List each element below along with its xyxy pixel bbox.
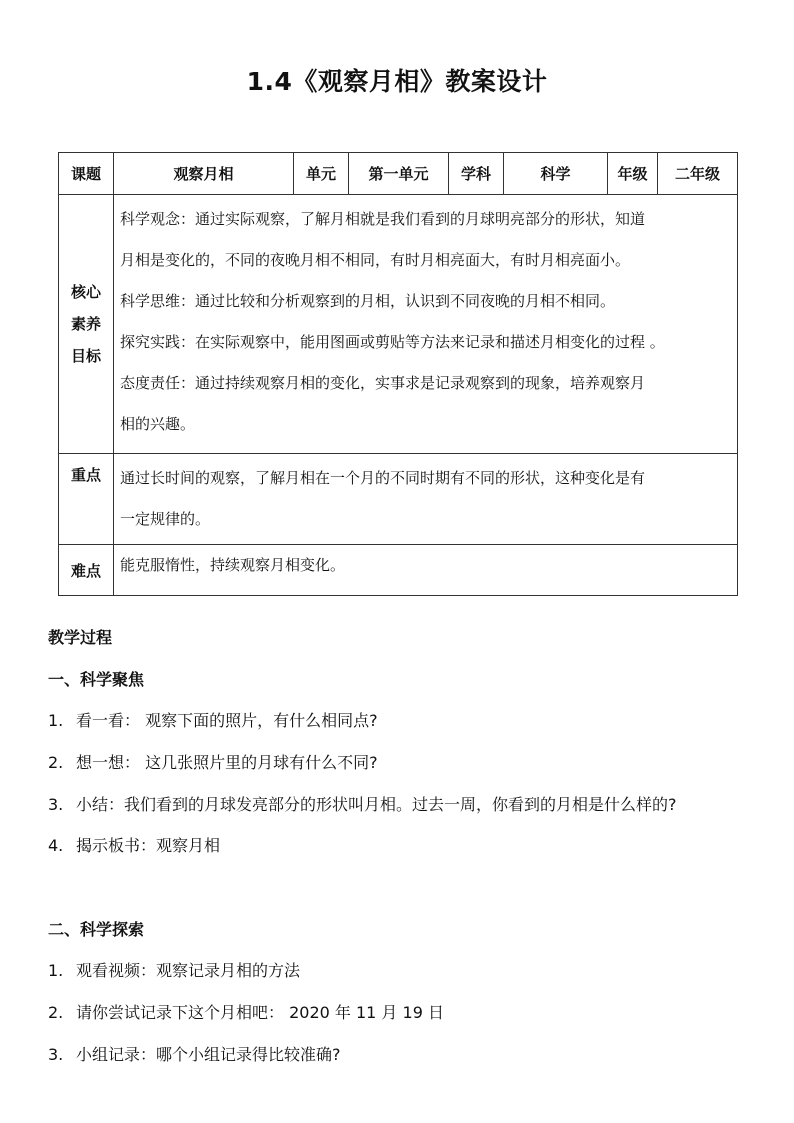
core-line: 相的兴趣。: [120, 415, 196, 433]
page-title: 1.4《观察月相》教案设计: [246, 67, 548, 96]
key-points-content: [114, 454, 738, 545]
core-objectives-label: [59, 195, 114, 454]
list-item: [48, 750, 378, 773]
section-1-title: 一、科学聚焦: [48, 670, 145, 689]
item-text: 揭示板书：观察月相: [76, 836, 221, 855]
core-objectives-content: [114, 195, 738, 454]
difficulty-label: 难点: [59, 545, 114, 596]
key-points-row: [59, 454, 738, 545]
unit-label: 单元: [294, 153, 349, 195]
grade-value: 二年级: [658, 153, 738, 195]
item-text: 小结：我们看到的月球发亮部分的形状叫月相。过去一周，你看到的月相是什么样的?: [76, 795, 677, 814]
item-number: 3.: [48, 795, 64, 814]
unit-value: 第一单元: [349, 153, 449, 195]
core-line: 科学观念：通过实际观察，了解月相就是我们看到的月球明亮部分的形状，知道: [120, 210, 646, 228]
list-item: [48, 708, 378, 731]
grade-label: 年级: [608, 153, 658, 195]
item-text: 观看视频：观察记录月相的方法: [76, 961, 301, 980]
table-header-row: [59, 153, 738, 195]
core-label-line: 素养: [70, 315, 101, 333]
key-line: 一定规律的。: [120, 510, 211, 528]
core-label-line: 核心: [70, 283, 101, 301]
item-number: 2.: [48, 1003, 64, 1022]
item-number: 2.: [48, 753, 64, 772]
core-line: 态度责任：通过持续观察月相的变化，实事求是记录观察到的现象，培养观察月: [120, 374, 646, 392]
list-item: [48, 958, 300, 981]
difficulty-content: 能克服惰性，持续观察月相变化。: [114, 545, 738, 596]
list-item: [48, 792, 677, 815]
item-text: 想一想： 这几张照片里的月球有什么不同?: [76, 753, 378, 772]
list-item: [48, 1000, 444, 1023]
core-line: 月相是变化的，不同的夜晚月相不相同，有时月相亮面大，有时月相亮面小。: [120, 251, 631, 269]
difficulty-row: [59, 545, 738, 596]
section-2-title: 二、科学探索: [48, 920, 145, 939]
topic-value: 观察月相: [114, 153, 294, 195]
list-item: [48, 1042, 341, 1065]
core-line: 探究实践：在实际观察中，能用图画或剪贴等方法来记录和描述月相变化的过程 。: [120, 333, 665, 351]
item-text: 看一看： 观察下面的照片，有什么相同点?: [76, 711, 378, 730]
item-number: 1.: [48, 711, 64, 730]
subject-label: 学科: [449, 153, 504, 195]
item-number: 3.: [48, 1045, 64, 1064]
subject-value: 科学: [504, 153, 608, 195]
key-points-label: 重点: [59, 454, 114, 545]
process-title: 教学过程: [48, 628, 113, 647]
core-label-line: 目标: [70, 347, 101, 365]
list-item: [48, 833, 220, 856]
item-number: 1.: [48, 961, 64, 980]
topic-label: 课题: [59, 153, 114, 195]
item-number: 4.: [48, 836, 64, 855]
core-line: 科学思维：通过比较和分析观察到的月相，认识到不同夜晚的月相不相同。: [120, 292, 616, 310]
core-objectives-row: [59, 195, 738, 454]
key-line: 通过长时间的观察，了解月相在一个月的不同时期有不同的形状，这种变化是有: [120, 469, 646, 487]
item-text: 请你尝试记录下这个月相吧： 2020 年 11 月 19 日: [76, 1003, 444, 1022]
lesson-info-table: [58, 152, 738, 596]
item-text: 小组记录：哪个小组记录得比较准确?: [76, 1045, 341, 1064]
